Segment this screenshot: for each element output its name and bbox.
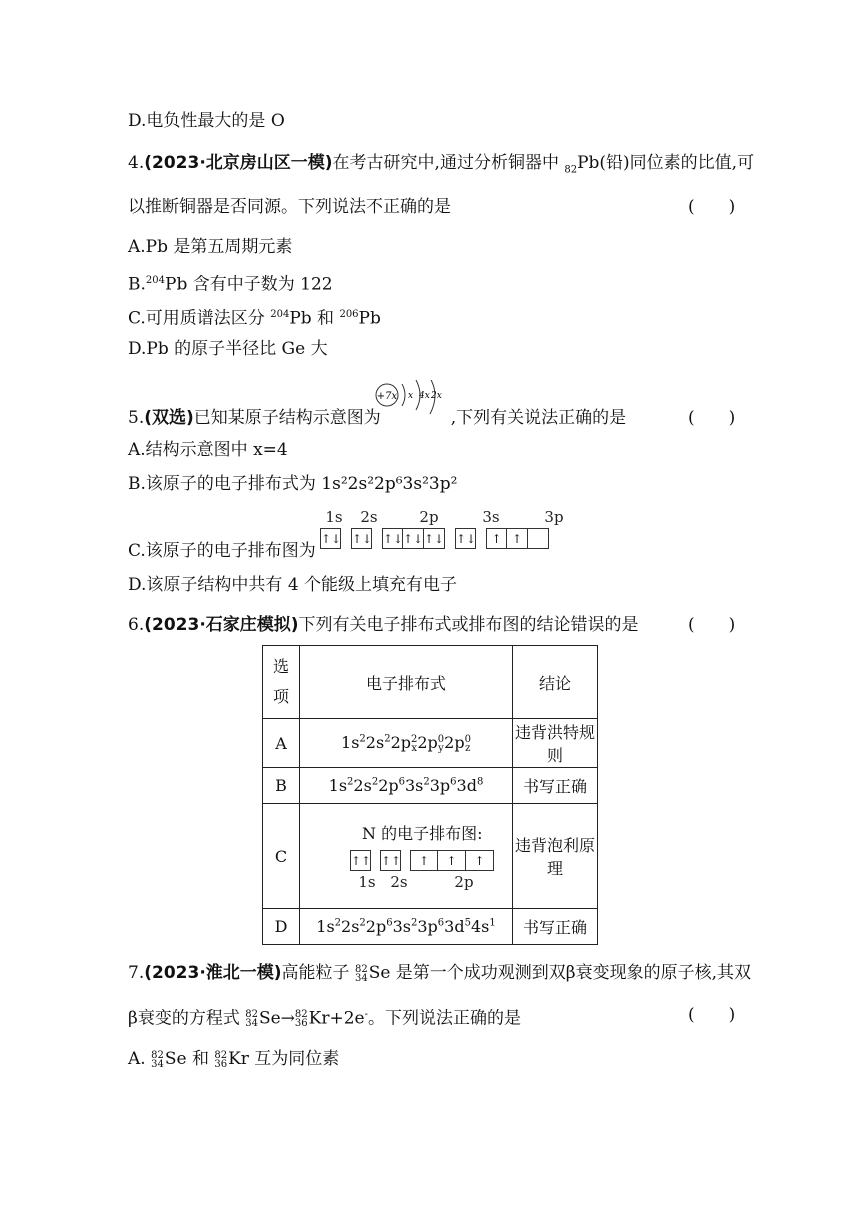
q6-stem [128, 614, 639, 636]
q4-option-d: D.Pb 的原子半径比 Ge 大 [128, 339, 328, 359]
q7-eq-kr [295, 1010, 308, 1028]
row-c-option: C [263, 804, 300, 909]
q7-se-notation [355, 965, 368, 983]
q7-stem-line1 [128, 962, 751, 984]
row-c-label-1s: 1s [358, 873, 376, 891]
orbital-label-2p: 2p [419, 508, 439, 526]
orbital-box-parallel: ↑↑ [380, 850, 401, 871]
q7-a-se [151, 1051, 164, 1069]
header-option-1: 选 [272, 657, 289, 676]
orbital-box-single: ↑ [438, 850, 466, 871]
row-c-config [300, 804, 513, 909]
row-d-conclusion: 书写正确 [513, 909, 598, 945]
se-mass: 82 [354, 963, 368, 975]
q4-c-prefix: C.可用质谱法区分 [128, 308, 271, 329]
row-b-config: $1s^22s^22p^63s^23p^63d^8$ [300, 768, 513, 804]
q7-number: 7. [128, 963, 145, 983]
q5-text-b: ,下列有关说法正确的是 [450, 408, 627, 428]
orbital-label-1s: 1s [325, 508, 343, 526]
q6-source: (2023·石家庄模拟) [144, 615, 299, 635]
q5-orbital-labels [318, 508, 596, 526]
q7-a-kr [214, 1051, 227, 1069]
row-b-option: B [263, 768, 300, 804]
table-row [263, 909, 598, 945]
row-d-config: $1s^22s^22p^63s^23p^63d^54s^1$ [300, 909, 513, 945]
shell2-label: 4x [419, 391, 430, 401]
q4-c-mass1: 204 [270, 309, 290, 320]
q5-text-a: 已知某原子结构示意图为 [193, 408, 381, 428]
q7-option-a [128, 1048, 339, 1070]
q7-answer-paren: ( ) [688, 1005, 736, 1025]
electron-charge: - [364, 1009, 368, 1020]
table-row [263, 768, 598, 804]
eq-se-z: 34 [245, 1018, 258, 1030]
q7-stem-line2 [128, 1004, 521, 1030]
orbital-box-paired: ↑↓ [403, 528, 424, 549]
row-a-config: $1s^22s^22p$ 2 x 2p 0 y 2p 0 z [300, 719, 513, 768]
orbital-box-parallel: ↑↑ [350, 850, 371, 871]
atom-structure-diagram [372, 380, 452, 428]
q6-text: 下列有关电子排布式或排布图的结论错误的是 [298, 615, 639, 635]
orbital-label-3p: 3p [544, 508, 564, 526]
q5-option-a: A.结构示意图中 x=4 [128, 440, 288, 460]
orbital-box-paired: ↑↓ [382, 528, 403, 549]
orbital-box-single: ↑ [466, 850, 494, 871]
q5-option-c: C.该原子的电子排布图为 [128, 541, 316, 561]
shell3-label: 2x [431, 391, 442, 401]
orbital-box-single: ↑ [507, 528, 528, 549]
q4-source: (2023·北京房山区一模) [144, 153, 333, 173]
q7-a-mid: Se 和 [164, 1049, 215, 1069]
q4-c-mid: Pb 和 [289, 308, 340, 329]
a-kr-mass: 82 [214, 1049, 228, 1061]
q5-option-d: D.该原子结构中共有 4 个能级上填充有电子 [128, 575, 458, 595]
q7-text2c: Kr+2e [308, 1008, 365, 1029]
q4-option-a: A.Pb 是第五周期元素 [128, 237, 293, 257]
orbital-box-paired: ↑↓ [320, 528, 341, 549]
q5-answer-paren: ( ) [688, 408, 736, 428]
eq-kr-z: 36 [294, 1018, 308, 1030]
table-row [263, 804, 598, 909]
q7-text1a: 高能粒子 [281, 963, 355, 983]
orbital-label-3s: 3s [482, 508, 500, 526]
q4-c-mass2: 206 [339, 309, 359, 320]
q5-number: 5. [128, 408, 145, 428]
q7-eq-se [245, 1010, 258, 1028]
shell1-label: x [408, 391, 414, 401]
q5-orbital-diagram [318, 508, 596, 549]
row-a-option: A [263, 719, 300, 768]
q7-text1b: Se 是第一个成功观测到双β衰变现象的原子核,其双 [368, 963, 752, 983]
q4-b-text: Pb 含有中子数为 122 [165, 274, 333, 295]
eq-se-mass: 82 [245, 1009, 258, 1021]
q5-option-b: B.该原子的电子排布式为 1s²2s²2p⁶3s²3p² [128, 474, 458, 494]
q4-text1b: Pb(铅)同位素的比值,可 [577, 153, 755, 173]
q4-b-mass: 204 [145, 275, 165, 286]
q4-c-suffix: Pb [358, 308, 381, 329]
orbital-box-empty [528, 528, 549, 549]
q4-option-c [128, 304, 381, 330]
eq-kr-mass: 82 [294, 1009, 308, 1021]
a-se-z: 34 [151, 1058, 164, 1070]
q4-stem-line2: 以推断铜器是否同源。下列说法不正确的是 [128, 197, 451, 217]
q7-text2d: 。下列说法正确的是 [368, 1008, 521, 1029]
q6-options-table [262, 645, 598, 945]
q7-text2b: Se→ [258, 1008, 295, 1029]
q5-tag: (双选) [144, 408, 194, 428]
row-c-label-2s: 2s [390, 873, 408, 891]
orbital-box-single: ↑ [486, 528, 507, 549]
row-a-conclusion: 违背洪特规则 [513, 719, 598, 768]
q7-text2a: β衰变的方程式 [128, 1008, 246, 1029]
q7-a-prefix: A. [128, 1049, 152, 1069]
a-kr-z: 36 [214, 1058, 228, 1070]
q7-source: (2023·淮北一模) [144, 963, 282, 983]
orbital-box-paired: ↑↓ [351, 528, 372, 549]
row-b-conclusion: 书写正确 [513, 768, 598, 804]
q4-pb-atomic-number: 82 [564, 164, 578, 176]
q6-answer-paren: ( ) [688, 615, 736, 635]
orbital-box-paired: ↑↓ [455, 528, 476, 549]
orbital-box-paired: ↑↓ [424, 528, 445, 549]
header-option-2: 项 [272, 687, 289, 706]
q4-stem-line1 [128, 152, 754, 181]
table-header-row [263, 646, 598, 719]
se-z: 34 [354, 972, 368, 984]
table-row [263, 719, 598, 768]
q7-a-suffix: Kr 互为同位素 [228, 1049, 340, 1069]
header-option [263, 646, 300, 719]
q4-number: 4. [128, 153, 145, 173]
row-c-conclusion: 违背泡利原理 [513, 804, 598, 909]
q4-option-b [128, 270, 333, 296]
q4-b-prefix: B. [128, 274, 146, 295]
q4-text1: 在考古研究中,通过分析铜器中 [332, 153, 565, 173]
orbital-label-2s: 2s [360, 508, 378, 526]
q4-answer-paren: ( ) [688, 197, 736, 217]
header-conclusion: 结论 [513, 646, 598, 719]
a-se-mass: 82 [151, 1049, 164, 1061]
row-c-label-2p: 2p [454, 873, 474, 891]
q3-option-d: D.电负性最大的是 O [128, 111, 285, 131]
orbital-box-single: ↑ [410, 850, 438, 871]
nucleus-label: +7x [376, 391, 398, 402]
header-config: 电子排布式 [300, 646, 513, 719]
q6-number: 6. [128, 615, 145, 635]
row-d-option: D [263, 909, 300, 945]
row-c-note: N 的电子排布图: [362, 824, 483, 843]
